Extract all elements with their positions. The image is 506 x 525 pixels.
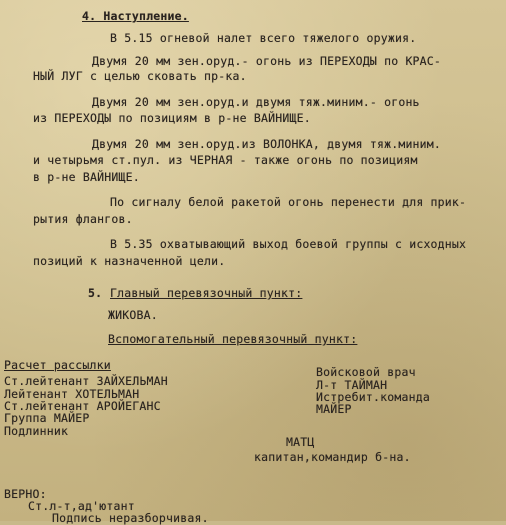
distribution-item: Ст.лейтенант АРОЙЕГАНС [4,399,161,413]
signature-title: капитан,командир б-на. [254,450,411,464]
text-line: По сигналу белой ракетой огонь перенести для прик- [110,195,467,209]
distribution-item: Лейтенант ХОТЕЛЬМАН [4,387,140,401]
section-5-number: 5. [88,286,103,300]
verified-label: ВЕРНО: [4,487,47,501]
text-line: позиций к назначенной цели. [33,254,226,268]
text-line: В 5.15 огневой налет всего тяжелого оружия. [110,31,417,45]
aux-aid-heading: Вспомогательный перевязочный пункт: [108,332,358,346]
distribution-item: Подлинник [4,424,69,438]
distribution-item: Группа МАЙЕР [4,411,90,425]
signature-name: МАТЦ [286,435,315,449]
text-line: рытия флангов. [33,212,133,226]
distribution-item: Ст.лейтенант ЗАЙХЕЛЬМАН [4,374,168,388]
distribution-item: МАЙЕР [316,402,352,416]
distribution-heading: Расчет рассылки [4,358,111,372]
section-5-heading: Главный перевязочный пункт: [110,286,303,300]
main-aid-point: ЖИКОВА. [108,308,158,322]
distribution-item: Истребит.команда [316,390,430,404]
text-line: в р-не ВАЙНИЩЕ. [33,170,140,184]
text-line: Двумя 20 мм зен.оруд.и двумя тяж.миним.- огонь [92,95,420,109]
distribution-item: Войсковой врач [316,365,416,379]
text-line: В 5.35 охватывающий выход боевой группы с исходных [110,237,467,251]
verified-note: Подпись неразборчивая. [52,511,209,525]
text-line: Двумя 20 мм зен.оруд.- огонь из ПЕРЕХОДЫ по КРАС- [92,54,442,68]
distribution-item: Л-т ТАЙМАН [316,378,388,392]
section-4-heading: 4. Наступление. [82,9,189,23]
text-line: Двумя 20 мм зен.оруд.из ВОЛОНКА, двумя тяж.миним. [92,137,442,151]
verified-rank: Ст.л-т,ад'ютант [28,499,135,513]
text-line: НЫЙ ЛУГ с целью сковать пр-ка. [33,69,247,83]
text-line: из ПЕРЕХОДЫ по позициям в р-не ВАЙНИЩЕ. [33,111,311,125]
text-line: и четырьмя ст.пул. из ЧЕРНАЯ - также огонь по позициям [33,153,418,167]
